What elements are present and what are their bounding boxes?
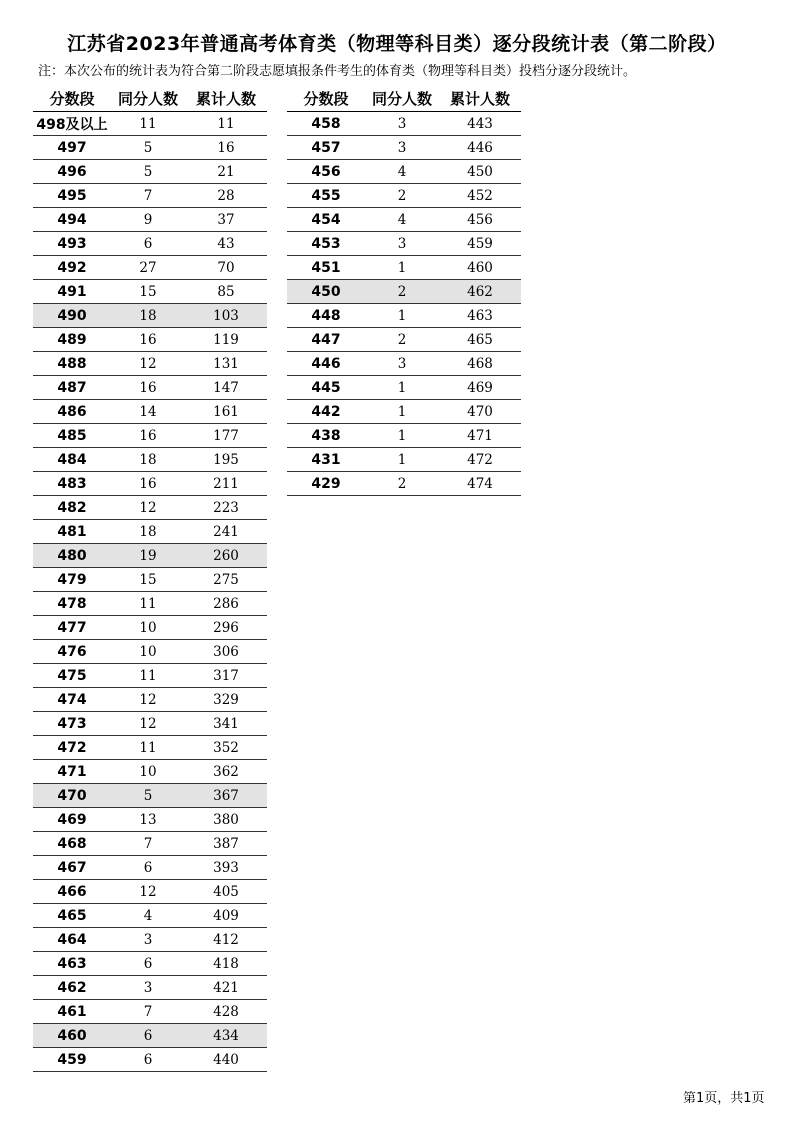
cumulative-cell: 131 — [185, 352, 267, 376]
cumulative-cell: 380 — [185, 808, 267, 832]
score-cell: 465 — [33, 904, 111, 928]
cumulative-cell: 405 — [185, 880, 267, 904]
cumulative-cell: 459 — [439, 232, 521, 256]
count-cell: 11 — [111, 736, 185, 760]
score-cell: 492 — [33, 256, 111, 280]
table-row — [287, 280, 521, 304]
cumulative-cell: 21 — [185, 160, 267, 184]
score-cell: 493 — [33, 232, 111, 256]
cumulative-cell: 469 — [439, 376, 521, 400]
count-cell: 2 — [365, 184, 439, 208]
count-cell: 12 — [111, 712, 185, 736]
count-cell: 1 — [365, 400, 439, 424]
count-cell: 10 — [111, 640, 185, 664]
table-row — [287, 112, 521, 136]
score-cell: 461 — [33, 1000, 111, 1024]
cumulative-cell: 472 — [439, 448, 521, 472]
cumulative-cell: 296 — [185, 616, 267, 640]
table-row — [33, 280, 267, 304]
table-row — [33, 784, 267, 808]
cumulative-cell: 443 — [439, 112, 521, 136]
score-cell: 467 — [33, 856, 111, 880]
cumulative-cell: 450 — [439, 160, 521, 184]
cumulative-cell: 471 — [439, 424, 521, 448]
count-cell: 16 — [111, 424, 185, 448]
score-cell: 446 — [287, 352, 365, 376]
cumulative-cell: 16 — [185, 136, 267, 160]
table-row — [33, 664, 267, 688]
score-cell: 463 — [33, 952, 111, 976]
cumulative-cell: 352 — [185, 736, 267, 760]
score-cell: 442 — [287, 400, 365, 424]
cumulative-cell: 161 — [185, 400, 267, 424]
cumulative-cell: 460 — [439, 256, 521, 280]
cumulative-cell: 456 — [439, 208, 521, 232]
count-cell: 10 — [111, 616, 185, 640]
count-cell: 6 — [111, 856, 185, 880]
count-cell: 3 — [365, 352, 439, 376]
score-cell: 494 — [33, 208, 111, 232]
table-row — [287, 304, 521, 328]
cumulative-cell: 241 — [185, 520, 267, 544]
cumulative-cell: 367 — [185, 784, 267, 808]
score-cell: 473 — [33, 712, 111, 736]
count-cell: 6 — [111, 952, 185, 976]
count-cell: 13 — [111, 808, 185, 832]
score-cell: 489 — [33, 328, 111, 352]
score-cell: 468 — [33, 832, 111, 856]
cumulative-cell: 434 — [185, 1024, 267, 1048]
table-row — [33, 736, 267, 760]
table-row — [33, 184, 267, 208]
table-row — [287, 136, 521, 160]
table-row — [287, 472, 521, 496]
count-cell: 4 — [365, 160, 439, 184]
count-cell: 4 — [365, 208, 439, 232]
table-row — [33, 448, 267, 472]
table-row — [33, 328, 267, 352]
table-row — [33, 832, 267, 856]
count-cell: 6 — [111, 232, 185, 256]
table-row — [33, 568, 267, 592]
table-row — [287, 328, 521, 352]
score-cell: 487 — [33, 376, 111, 400]
page-title: 江苏省2023年普通高考体育类（物理等科目类）逐分段统计表（第二阶段） — [67, 33, 727, 55]
cumulative-cell: 387 — [185, 832, 267, 856]
score-cell: 429 — [287, 472, 365, 496]
table-row — [33, 160, 267, 184]
table-row — [287, 208, 521, 232]
table-row — [33, 424, 267, 448]
count-cell: 1 — [365, 304, 439, 328]
score-cell: 450 — [287, 280, 365, 304]
score-cell: 454 — [287, 208, 365, 232]
score-cell: 466 — [33, 880, 111, 904]
count-cell: 1 — [365, 424, 439, 448]
cumulative-cell: 11 — [185, 112, 267, 136]
cumulative-cell: 177 — [185, 424, 267, 448]
cumulative-cell: 446 — [439, 136, 521, 160]
header-cumulative: 累计人数 — [439, 86, 521, 112]
table-row — [33, 376, 267, 400]
count-cell: 15 — [111, 280, 185, 304]
cumulative-cell: 474 — [439, 472, 521, 496]
score-cell: 464 — [33, 928, 111, 952]
count-cell: 12 — [111, 688, 185, 712]
table-row — [33, 928, 267, 952]
score-cell: 477 — [33, 616, 111, 640]
table-row — [33, 112, 267, 136]
table-row — [33, 544, 267, 568]
header-cumulative: 累计人数 — [185, 86, 267, 112]
table-row — [33, 808, 267, 832]
cumulative-cell: 418 — [185, 952, 267, 976]
count-cell: 2 — [365, 280, 439, 304]
table-row — [287, 232, 521, 256]
score-cell: 447 — [287, 328, 365, 352]
table-row — [287, 400, 521, 424]
count-cell: 10 — [111, 760, 185, 784]
score-cell: 483 — [33, 472, 111, 496]
count-cell: 19 — [111, 544, 185, 568]
score-cell: 471 — [33, 760, 111, 784]
score-cell: 455 — [287, 184, 365, 208]
score-cell: 498及以上 — [33, 112, 111, 136]
table-row — [33, 520, 267, 544]
cumulative-cell: 421 — [185, 976, 267, 1000]
count-cell: 6 — [111, 1048, 185, 1072]
cumulative-cell: 362 — [185, 760, 267, 784]
count-cell: 3 — [365, 136, 439, 160]
table-header-row — [287, 86, 521, 112]
table-row — [287, 352, 521, 376]
count-cell: 12 — [111, 880, 185, 904]
score-cell: 486 — [33, 400, 111, 424]
cumulative-cell: 440 — [185, 1048, 267, 1072]
cumulative-cell: 37 — [185, 208, 267, 232]
count-cell: 1 — [365, 376, 439, 400]
count-cell: 3 — [365, 112, 439, 136]
score-cell: 470 — [33, 784, 111, 808]
header-score: 分数段 — [33, 86, 111, 112]
count-cell: 18 — [111, 448, 185, 472]
table-row — [287, 448, 521, 472]
score-cell: 476 — [33, 640, 111, 664]
table-row — [287, 160, 521, 184]
cumulative-cell: 409 — [185, 904, 267, 928]
table-row — [33, 688, 267, 712]
table-row — [33, 400, 267, 424]
cumulative-cell: 465 — [439, 328, 521, 352]
count-cell: 11 — [111, 664, 185, 688]
count-cell: 3 — [111, 976, 185, 1000]
cumulative-cell: 462 — [439, 280, 521, 304]
table-row — [33, 304, 267, 328]
score-cell: 496 — [33, 160, 111, 184]
table-row — [33, 712, 267, 736]
score-cell: 497 — [33, 136, 111, 160]
cumulative-cell: 28 — [185, 184, 267, 208]
cumulative-cell: 43 — [185, 232, 267, 256]
count-cell: 18 — [111, 304, 185, 328]
score-cell: 456 — [287, 160, 365, 184]
count-cell: 15 — [111, 568, 185, 592]
score-cell: 458 — [287, 112, 365, 136]
count-cell: 2 — [365, 472, 439, 496]
table-row — [33, 472, 267, 496]
score-cell: 438 — [287, 424, 365, 448]
score-cell: 479 — [33, 568, 111, 592]
table-note: 注：本次公布的统计表为符合第二阶段志愿填报条件考生的体育类（物理等科目类）投档分逐分段统计。 — [38, 64, 637, 79]
score-cell: 482 — [33, 496, 111, 520]
table-row — [33, 1024, 267, 1048]
table-row — [33, 952, 267, 976]
score-table-right — [287, 86, 521, 496]
table-row — [33, 1048, 267, 1072]
table-row — [33, 232, 267, 256]
table-row — [33, 256, 267, 280]
cumulative-cell: 103 — [185, 304, 267, 328]
table-row — [287, 184, 521, 208]
score-cell: 478 — [33, 592, 111, 616]
table-row — [33, 136, 267, 160]
count-cell: 16 — [111, 328, 185, 352]
score-cell: 484 — [33, 448, 111, 472]
table-row — [287, 256, 521, 280]
cumulative-cell: 70 — [185, 256, 267, 280]
table-row — [33, 208, 267, 232]
cumulative-cell: 329 — [185, 688, 267, 712]
page-footer: 第1页，共1页 — [683, 1091, 765, 1106]
count-cell: 1 — [365, 256, 439, 280]
count-cell: 12 — [111, 496, 185, 520]
table-row — [33, 616, 267, 640]
cumulative-cell: 223 — [185, 496, 267, 520]
count-cell: 7 — [111, 184, 185, 208]
table-row — [33, 760, 267, 784]
count-cell: 7 — [111, 1000, 185, 1024]
table-row — [33, 880, 267, 904]
cumulative-cell: 452 — [439, 184, 521, 208]
header-count: 同分人数 — [111, 86, 185, 112]
cumulative-cell: 147 — [185, 376, 267, 400]
cumulative-cell: 260 — [185, 544, 267, 568]
cumulative-cell: 211 — [185, 472, 267, 496]
score-cell: 448 — [287, 304, 365, 328]
table-row — [287, 376, 521, 400]
table-row — [33, 592, 267, 616]
score-cell: 474 — [33, 688, 111, 712]
count-cell: 12 — [111, 352, 185, 376]
cumulative-cell: 428 — [185, 1000, 267, 1024]
count-cell: 2 — [365, 328, 439, 352]
count-cell: 6 — [111, 1024, 185, 1048]
header-score: 分数段 — [287, 86, 365, 112]
score-cell: 459 — [33, 1048, 111, 1072]
score-cell: 451 — [287, 256, 365, 280]
count-cell: 27 — [111, 256, 185, 280]
count-cell: 11 — [111, 592, 185, 616]
score-cell: 475 — [33, 664, 111, 688]
table-row — [33, 904, 267, 928]
table-row — [33, 352, 267, 376]
score-cell: 445 — [287, 376, 365, 400]
count-cell: 5 — [111, 136, 185, 160]
score-cell: 462 — [33, 976, 111, 1000]
count-cell: 7 — [111, 832, 185, 856]
count-cell: 9 — [111, 208, 185, 232]
table-row — [33, 640, 267, 664]
cumulative-cell: 470 — [439, 400, 521, 424]
score-cell: 469 — [33, 808, 111, 832]
cumulative-cell: 341 — [185, 712, 267, 736]
score-cell: 431 — [287, 448, 365, 472]
count-cell: 5 — [111, 160, 185, 184]
cumulative-cell: 393 — [185, 856, 267, 880]
cumulative-cell: 468 — [439, 352, 521, 376]
score-cell: 481 — [33, 520, 111, 544]
count-cell: 18 — [111, 520, 185, 544]
header-count: 同分人数 — [365, 86, 439, 112]
cumulative-cell: 275 — [185, 568, 267, 592]
cumulative-cell: 195 — [185, 448, 267, 472]
count-cell: 3 — [111, 928, 185, 952]
score-cell: 488 — [33, 352, 111, 376]
count-cell: 16 — [111, 376, 185, 400]
score-cell: 495 — [33, 184, 111, 208]
score-cell: 485 — [33, 424, 111, 448]
score-cell: 480 — [33, 544, 111, 568]
cumulative-cell: 463 — [439, 304, 521, 328]
cumulative-cell: 306 — [185, 640, 267, 664]
score-cell: 491 — [33, 280, 111, 304]
cumulative-cell: 317 — [185, 664, 267, 688]
count-cell: 4 — [111, 904, 185, 928]
count-cell: 1 — [365, 448, 439, 472]
score-cell: 453 — [287, 232, 365, 256]
table-header-row — [33, 86, 267, 112]
count-cell: 14 — [111, 400, 185, 424]
cumulative-cell: 85 — [185, 280, 267, 304]
cumulative-cell: 286 — [185, 592, 267, 616]
score-cell: 472 — [33, 736, 111, 760]
score-cell: 457 — [287, 136, 365, 160]
cumulative-cell: 412 — [185, 928, 267, 952]
count-cell: 3 — [365, 232, 439, 256]
table-row — [33, 496, 267, 520]
table-row — [33, 976, 267, 1000]
count-cell: 16 — [111, 472, 185, 496]
score-table-left — [33, 86, 267, 1072]
table-row — [33, 856, 267, 880]
score-cell: 460 — [33, 1024, 111, 1048]
count-cell: 11 — [111, 112, 185, 136]
cumulative-cell: 119 — [185, 328, 267, 352]
score-cell: 490 — [33, 304, 111, 328]
count-cell: 5 — [111, 784, 185, 808]
table-row — [287, 424, 521, 448]
table-row — [33, 1000, 267, 1024]
